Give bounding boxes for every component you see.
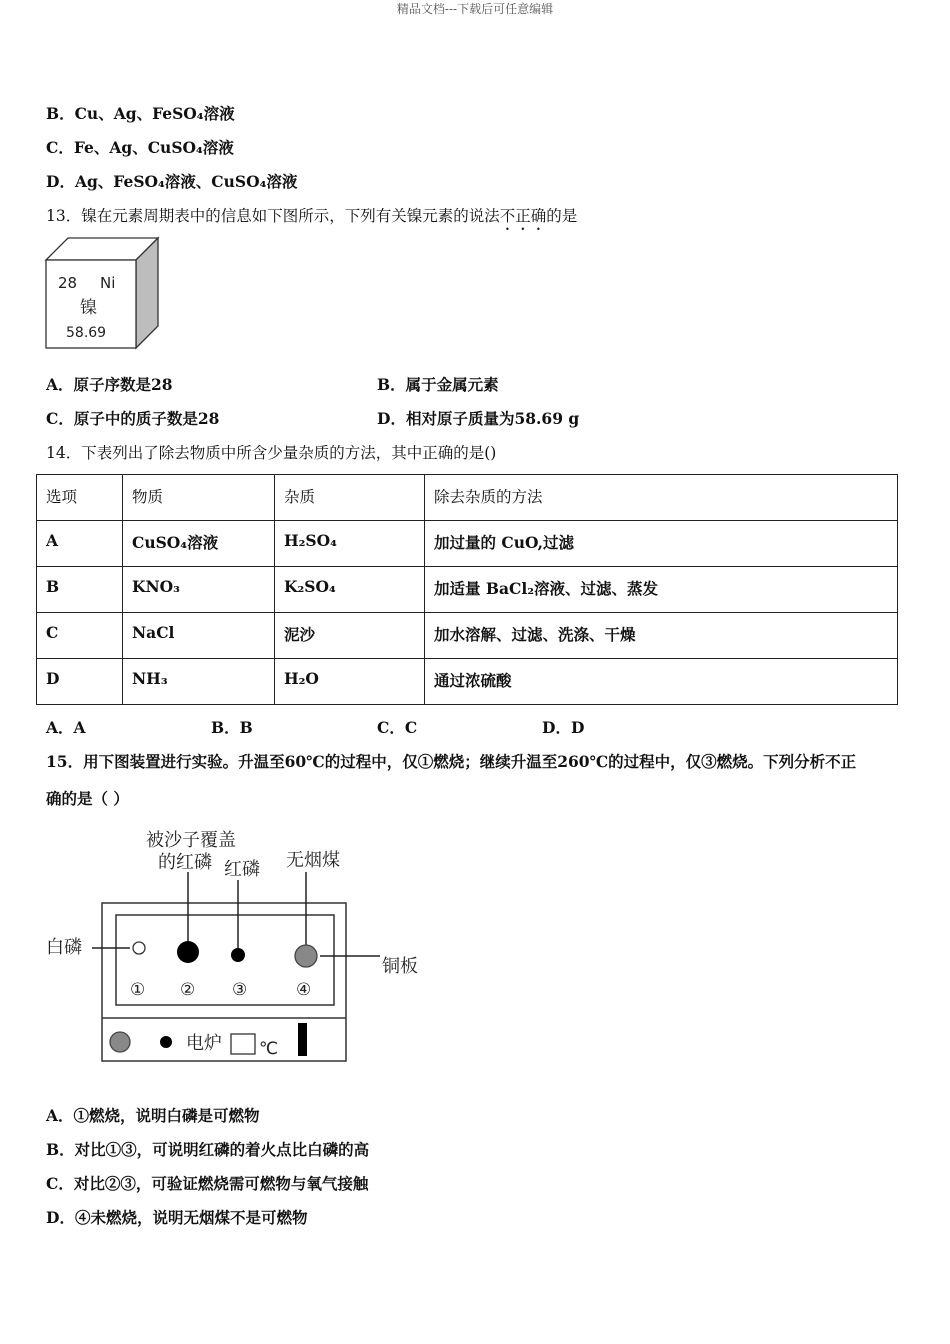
position-number-2: ② xyxy=(180,980,196,1000)
table-cell: H₂O xyxy=(275,659,425,705)
table-header-cell: 物质 xyxy=(123,475,275,521)
table-cell: 加过量的 CuO,过滤 xyxy=(425,521,898,567)
q12-option-c: C．Fe、Ag、CuSO₄溶液 xyxy=(46,138,234,157)
white-phosphorus-sample xyxy=(133,942,145,954)
table-cell: KNO₃ xyxy=(123,567,275,613)
label-red-phosphorus: 红磷 xyxy=(224,859,260,880)
table-cell: 通过浓硫酸 xyxy=(425,659,898,705)
table-cell: 加水溶解、过滤、洗涤、干燥 xyxy=(425,613,898,659)
element-cell-figure xyxy=(44,236,162,350)
q12-option-b: B．Cu、Ag、FeSO₄溶液 xyxy=(46,104,235,123)
q15-stem-line2: 确的是（ ） xyxy=(46,789,129,808)
q12-option-d: D．Ag、FeSO₄溶液、CuSO₄溶液 xyxy=(46,172,298,191)
table-cell: C xyxy=(37,613,123,659)
q14-option-d: D．D xyxy=(542,718,585,737)
table-header-cell: 除去杂质的方法 xyxy=(425,475,898,521)
q14-option-a: A．A xyxy=(46,718,86,737)
table-header-cell: 选项 xyxy=(37,475,123,521)
q15-stem-line1: 15．用下图装置进行实验。升温至60℃的过程中，仅①燃烧；继续升温至260℃的过程中，仅③燃烧。下列分析不正 xyxy=(46,752,857,771)
stove-indicator-icon xyxy=(160,1036,172,1048)
q13-option-c: C．原子中的质子数是28 xyxy=(46,409,220,428)
temperature-unit: ℃ xyxy=(259,1039,279,1059)
temperature-display xyxy=(231,1034,255,1054)
q15-option-a: A．①燃烧，说明白磷是可燃物 xyxy=(46,1106,260,1125)
table-row xyxy=(37,567,898,613)
table-row xyxy=(37,521,898,567)
q15-option-d: D．④未燃烧，说明无烟煤不是可燃物 xyxy=(46,1208,308,1227)
page-header: 精品文档---下载后可任意编辑 xyxy=(396,2,554,16)
q13-stem-suffix: 的是 xyxy=(546,207,578,225)
position-number-4: ④ xyxy=(296,980,312,1000)
table-cell: 加适量 BaCl₂溶液、过滤、蒸发 xyxy=(425,567,898,613)
table-row xyxy=(37,613,898,659)
q13-stem-prefix: 13．镍在元素周期表中的信息如下图所示，下列有关镍元素的说法 xyxy=(46,207,500,225)
table-cell: 泥沙 xyxy=(275,613,425,659)
q14-table xyxy=(36,474,898,705)
q14-option-c: C．C xyxy=(377,718,418,737)
element-name: 镍 xyxy=(80,298,97,318)
table-cell: CuSO₄溶液 xyxy=(123,521,275,567)
element-symbol: Ni xyxy=(100,274,116,292)
experiment-apparatus-figure xyxy=(40,822,440,1068)
label-electric-stove: 电炉 xyxy=(186,1033,222,1054)
table-row xyxy=(37,659,898,705)
q15-option-b: B．对比①③，可说明红磷的着火点比白磷的高 xyxy=(46,1140,370,1159)
table-cell: NH₃ xyxy=(123,659,275,705)
table-cell: B xyxy=(37,567,123,613)
sand-covered-red-phosphorus-sample xyxy=(177,941,199,963)
q13-stem xyxy=(46,204,577,234)
red-phosphorus-sample xyxy=(231,948,245,962)
table-cell: H₂SO₄ xyxy=(275,521,425,567)
table-header-cell: 杂质 xyxy=(275,475,425,521)
q15-option-c: C．对比②③，可验证燃烧需可燃物与氧气接触 xyxy=(46,1174,369,1193)
q14-stem: 14．下表列出了除去物质中所含少量杂质的方法，其中正确的是() xyxy=(46,444,497,462)
element-number: 28 xyxy=(58,274,78,292)
q13-option-d: D．相对原子质量为58.69 g xyxy=(377,409,580,428)
table-cell: D xyxy=(37,659,123,705)
position-number-1: ① xyxy=(130,980,146,1000)
q13-option-b: B．属于金属元素 xyxy=(377,375,499,394)
label-copper-plate: 铜板 xyxy=(382,956,418,977)
stove-knob-icon xyxy=(110,1032,130,1052)
element-mass: 58.69 xyxy=(66,325,107,341)
table-cell: NaCl xyxy=(123,613,275,659)
position-number-3: ③ xyxy=(232,980,248,1000)
table-header-row xyxy=(37,475,898,521)
label-anthracite: 无烟煤 xyxy=(286,850,340,871)
q14-option-b: B．B xyxy=(211,718,253,737)
q13-stem-emphasis: 不正确 xyxy=(499,207,547,225)
table-cell: A xyxy=(37,521,123,567)
anthracite-sample xyxy=(295,945,317,967)
q13-option-a: A．原子序数是28 xyxy=(46,375,173,394)
label-white-phosphorus: 白磷 xyxy=(46,937,82,958)
table-cell: K₂SO₄ xyxy=(275,567,425,613)
stove-switch-icon xyxy=(298,1023,307,1056)
label-sand-covered-2: 的红磷 xyxy=(158,852,212,873)
label-sand-covered-1: 被沙子覆盖 xyxy=(146,830,236,851)
